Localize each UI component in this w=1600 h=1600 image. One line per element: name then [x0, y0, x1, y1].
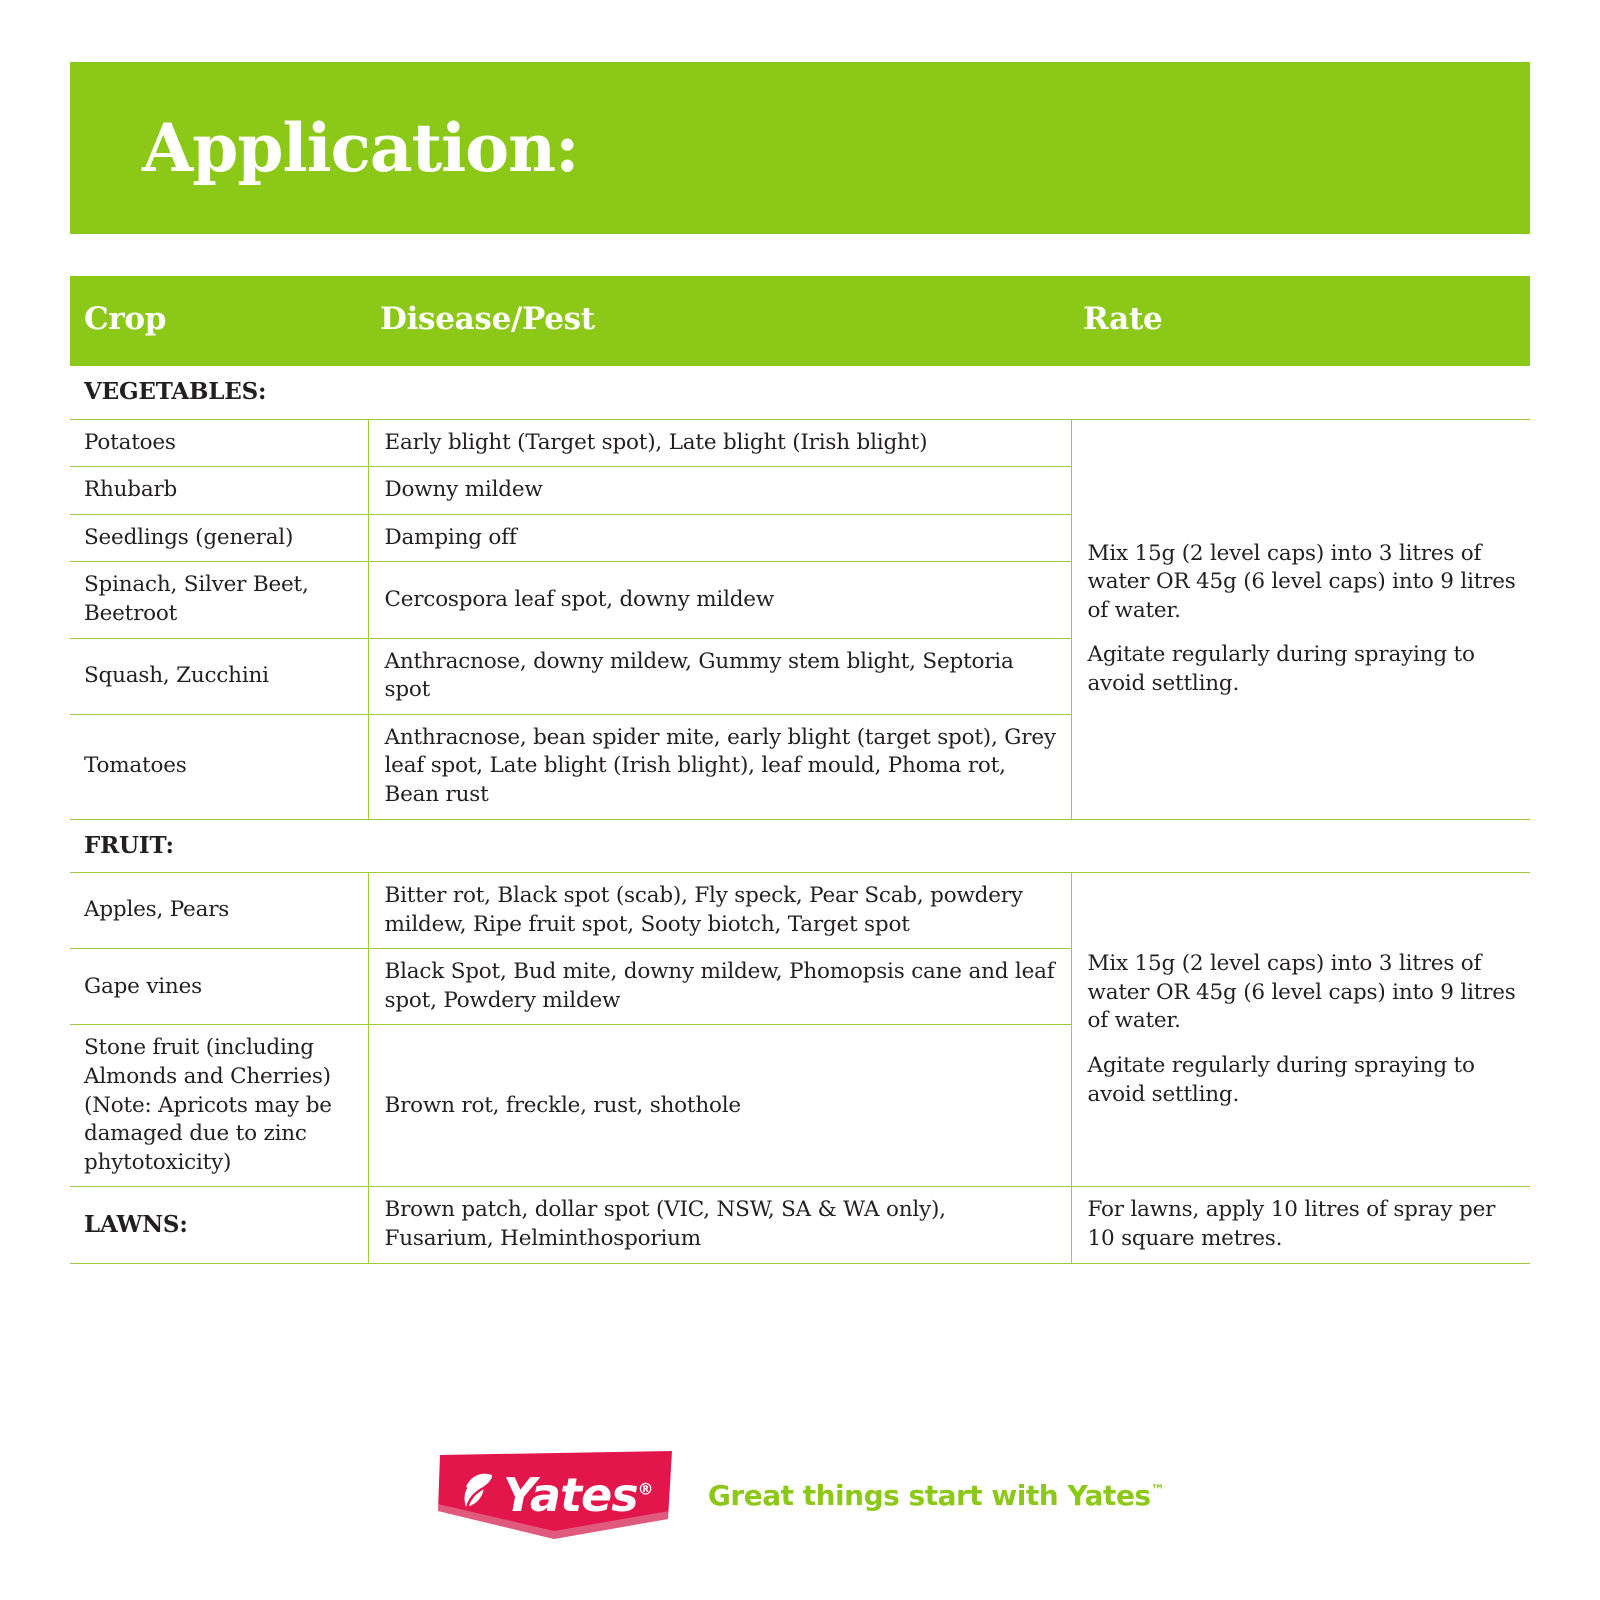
trademark-mark: ™	[1150, 1482, 1165, 1499]
rate-cell-fruit	[1071, 873, 1530, 1187]
crop-cell: Gape vines	[70, 949, 368, 1025]
rate-cell-vegetables	[1071, 419, 1530, 819]
crop-cell: Apples, Pears	[70, 873, 368, 949]
rate-cell-lawns: For lawns, apply 10 litres of spray per 10 square metres.	[1071, 1187, 1530, 1263]
disease-cell: Cercospora leaf spot, downy mildew	[368, 562, 1071, 638]
section-label-fruit: FRUIT:	[70, 819, 1530, 873]
disease-cell: Brown patch, dollar spot (VIC, NSW, SA & WA only), Fusarium, Helminthosporium	[368, 1187, 1071, 1263]
table-header	[70, 276, 1530, 366]
disease-cell: Black Spot, Bud mite, downy mildew, Phomopsis cane and leaf spot, Powdery mildew	[368, 949, 1071, 1025]
table-row	[70, 873, 1530, 949]
crop-cell: Spinach, Silver Beet, Beetroot	[70, 562, 368, 638]
table-body	[70, 366, 1530, 1263]
logo-wordmark: Yates®	[503, 1468, 653, 1522]
disease-cell: Early blight (Target spot), Late blight (Irish blight)	[368, 419, 1071, 467]
section-heading-row-vegetables	[70, 366, 1530, 419]
application-banner	[70, 62, 1530, 234]
disease-cell: Anthracnose, bean spider mite, early blight (target spot), Grey leaf spot, Late blight (Irish blight), leaf mould, Phoma rot, Bean rust	[368, 714, 1071, 819]
rate-line-1: Mix 15g (2 level caps) into 3 litres of water OR 45g (6 level caps) into 9 litres of water.	[1087, 540, 1516, 623]
rate-line-2: Agitate regularly during spraying to avoid settling.	[1087, 642, 1475, 696]
table-header-row	[70, 276, 1530, 366]
application-table-wrapper	[70, 276, 1530, 1264]
column-header-disease: Disease/Pest	[368, 276, 1071, 366]
disease-cell: Brown rot, freckle, rust, shothole	[368, 1025, 1071, 1187]
disease-cell: Bitter rot, Black spot (scab), Fly speck, Pear Scab, powdery mildew, Ripe fruit spot, Sooty biotch, Target spot	[368, 873, 1071, 949]
section-label-lawns: LAWNS:	[70, 1187, 368, 1263]
yates-logo	[436, 1449, 676, 1541]
rate-line-1: Mix 15g (2 level caps) into 3 litres of water OR 45g (6 level caps) into 9 litres of water.	[1087, 951, 1516, 1034]
registered-mark: ®	[637, 1479, 653, 1499]
tagline-brand: Yates	[1067, 1478, 1151, 1512]
disease-cell: Downy mildew	[368, 467, 1071, 515]
column-header-crop: Crop	[70, 276, 368, 366]
table-row	[70, 419, 1530, 467]
tagline-prefix: Great things start with	[707, 1478, 1068, 1512]
section-heading-row-fruit	[70, 819, 1530, 873]
section-label-vegetables: VEGETABLES:	[70, 366, 1530, 419]
page-title: Application:	[142, 109, 579, 187]
crop-cell: Rhubarb	[70, 467, 368, 515]
crop-cell: Stone fruit (including Almonds and Cherries) (Note: Apricots may be damaged due to zinc phytotoxicity)	[70, 1025, 368, 1187]
crop-cell: Seedlings (general)	[70, 514, 368, 562]
table-row-lawns	[70, 1187, 1530, 1263]
crop-cell: Tomatoes	[70, 714, 368, 819]
footer	[0, 1420, 1600, 1570]
column-header-rate: Rate	[1071, 276, 1530, 366]
disease-cell: Damping off	[368, 514, 1071, 562]
application-table	[70, 276, 1530, 1264]
crop-cell: Squash, Zucchini	[70, 638, 368, 714]
disease-cell: Anthracnose, downy mildew, Gummy stem blight, Septoria spot	[368, 638, 1071, 714]
footer-tagline	[708, 1479, 1164, 1512]
rate-line-2: Agitate regularly during spraying to avoid settling.	[1087, 1053, 1475, 1107]
crop-cell: Potatoes	[70, 419, 368, 467]
